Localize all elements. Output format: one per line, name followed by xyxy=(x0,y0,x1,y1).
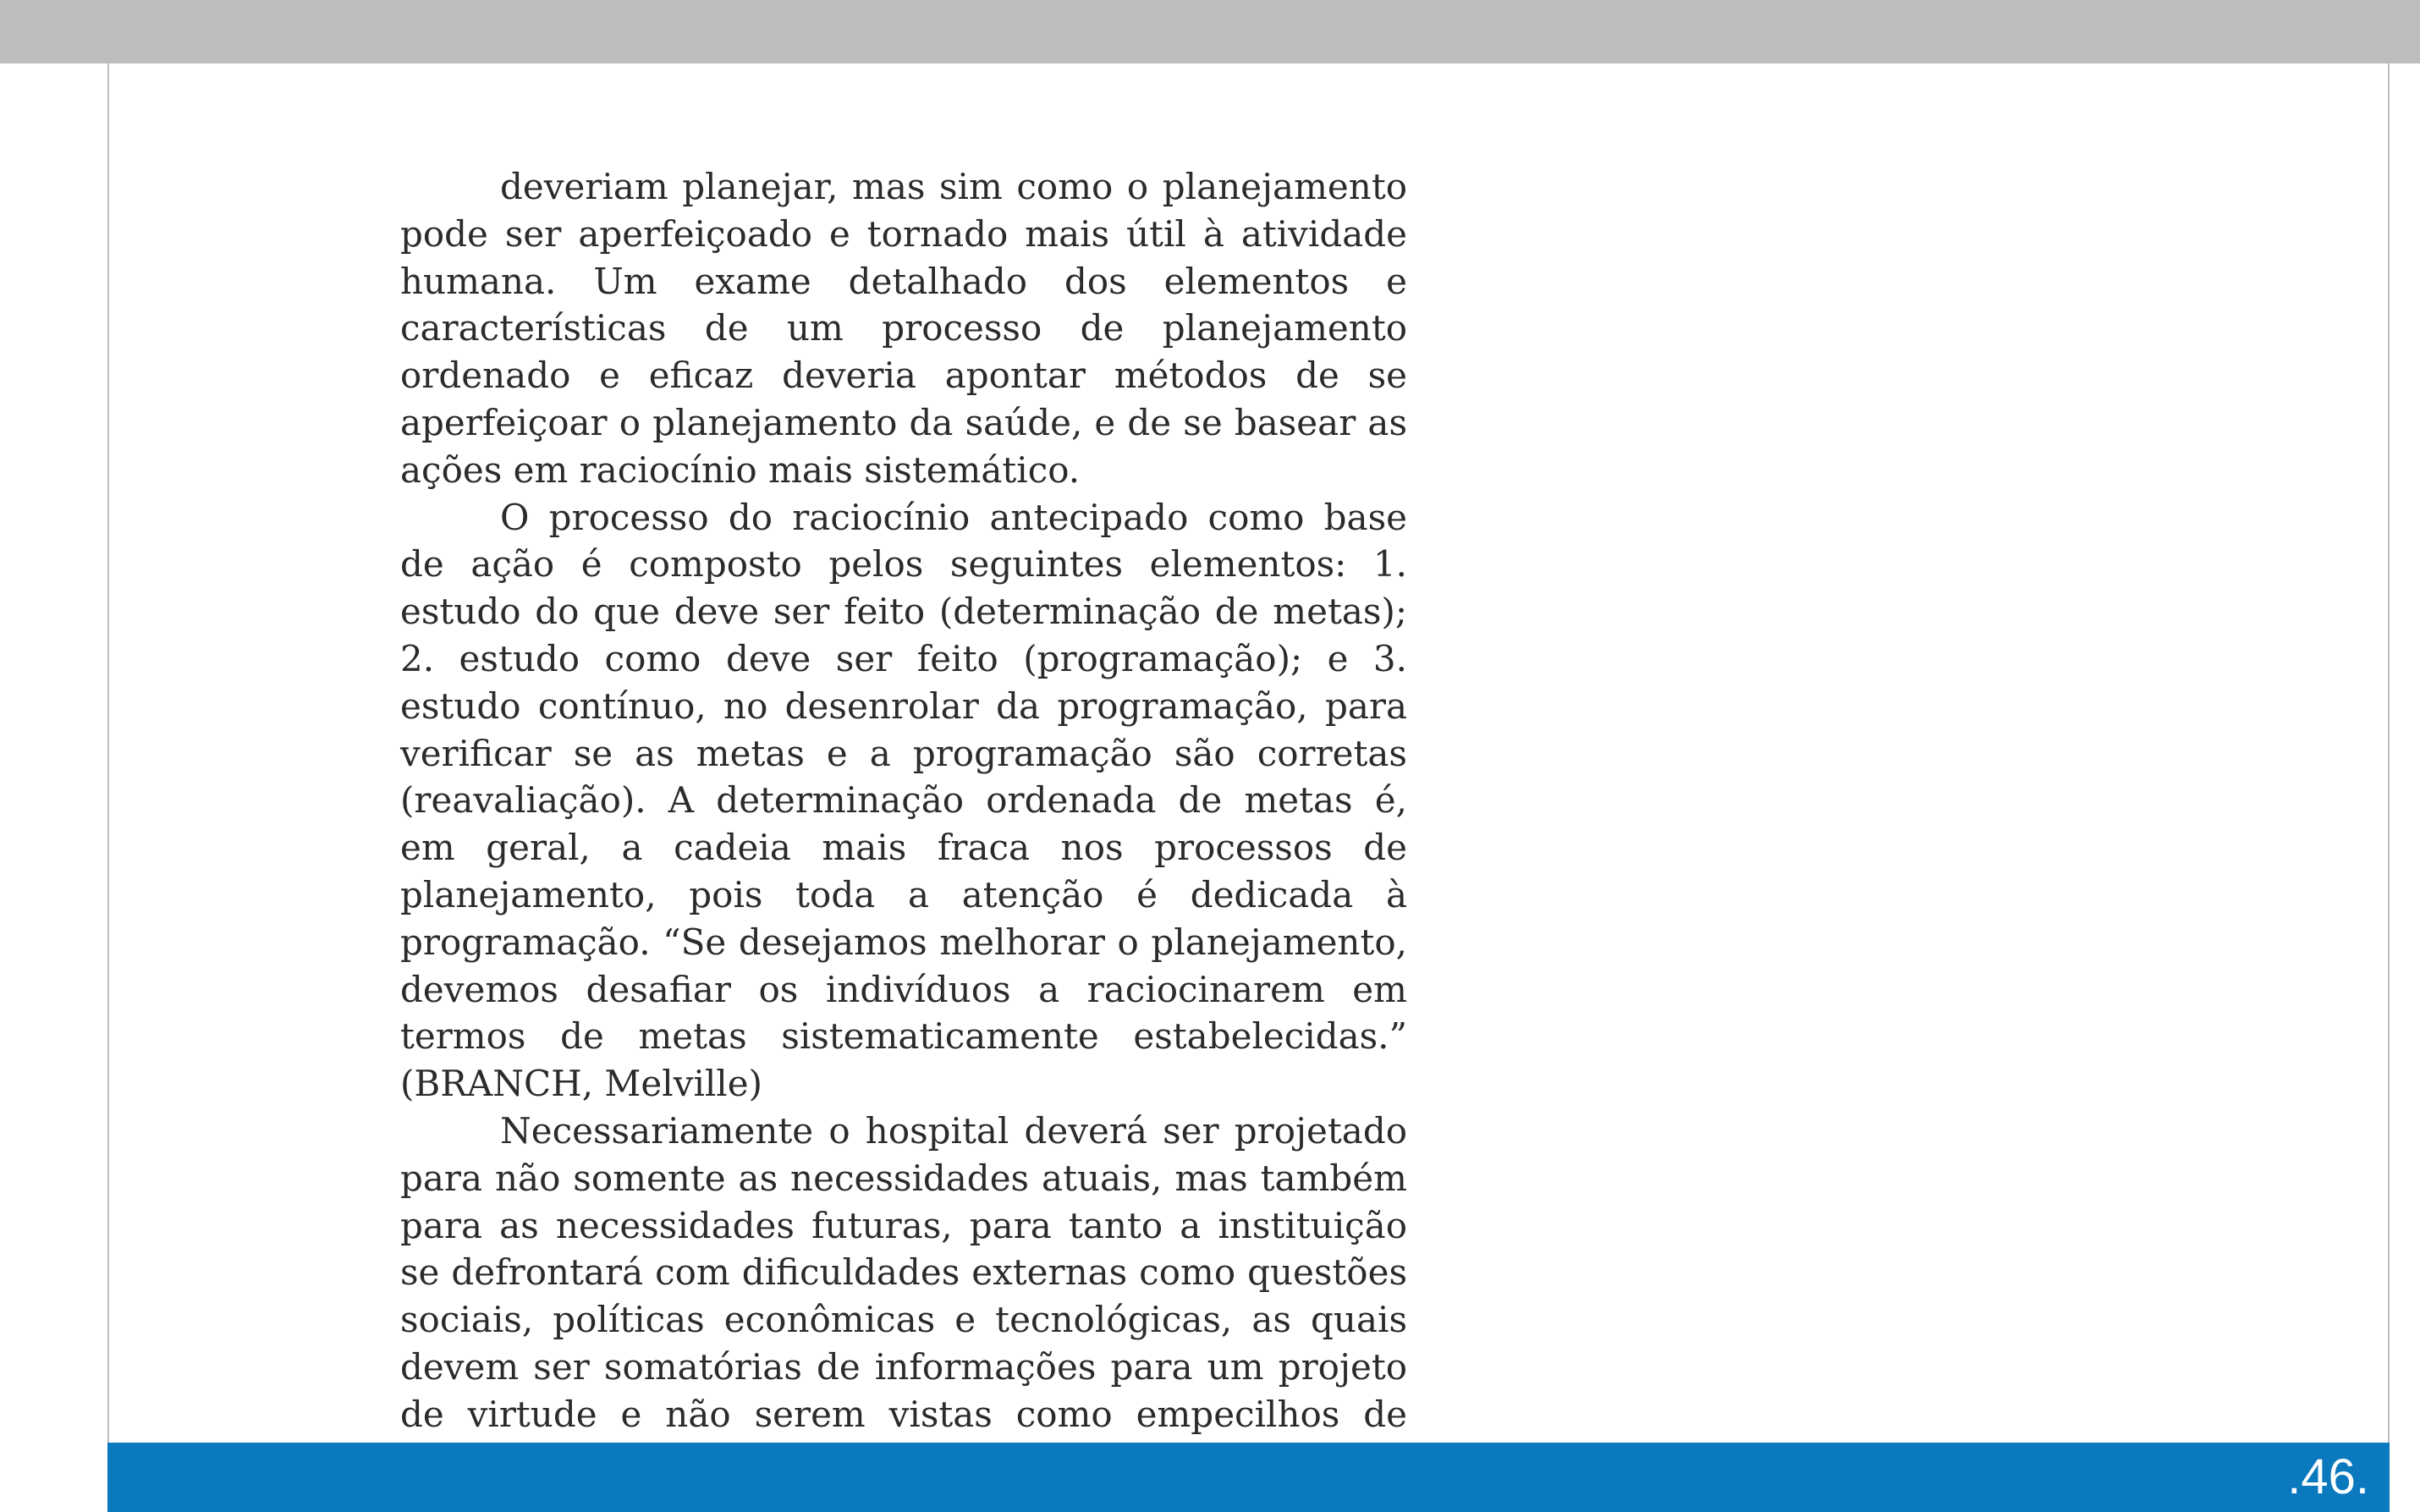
paragraph-3: Necessariamente o hospital deverá ser projetado para não somente as necessidades atuais, mas também para as necessidades futuras, para tanto a instituição se defrontará com dificuldades externas como questões sociais, políticas econômicas e tecnológicas, as quais devem ser somatórias de informações para um projeto de virtude e não serem vistas como empecilhos de xyxy=(400,1109,1407,1435)
paragraph-2: O processo do raciocínio antecipado como base de ação é composto pelos seguintes elementos: 1. estudo do que deve ser feito (determinação de metas); 2. estudo como deve ser feito (programação); e 3. estudo contínuo, no desenrolar da programação, para verificar se as metas e a programação são corretas (reavaliação). A determinação ordenada de metas é, em geral, a cadeia mais fraca nos processos de planejamento, pois toda a atenção é dedicada à programação. “Se desejamos melhorar o planejamento, devemos desafiar os indivíduos a raciocinarem em termos de metas sistematicamente estabelecidas.” (BRANCH, Melville) xyxy=(400,496,1407,1105)
footer-blue-band xyxy=(107,1443,2390,1512)
page-number: .46. xyxy=(2287,1449,2369,1504)
top-gray-band xyxy=(0,0,2420,63)
right-page-border xyxy=(2388,63,2390,1443)
left-page-border xyxy=(107,63,109,1443)
body-text-column xyxy=(400,163,1407,1512)
paragraph-1: deveriam planejar, mas sim como o planejamento pode ser aperfeiçoado e tornado mais útil à atividade humana. Um exame detalhado dos elementos e características de um processo de planejamento ordenado e eficaz deveria apontar métodos de se aperfeiçoar o planejamento da saúde, e de se basear as ações em raciocínio mais sistemático. xyxy=(400,166,1407,491)
